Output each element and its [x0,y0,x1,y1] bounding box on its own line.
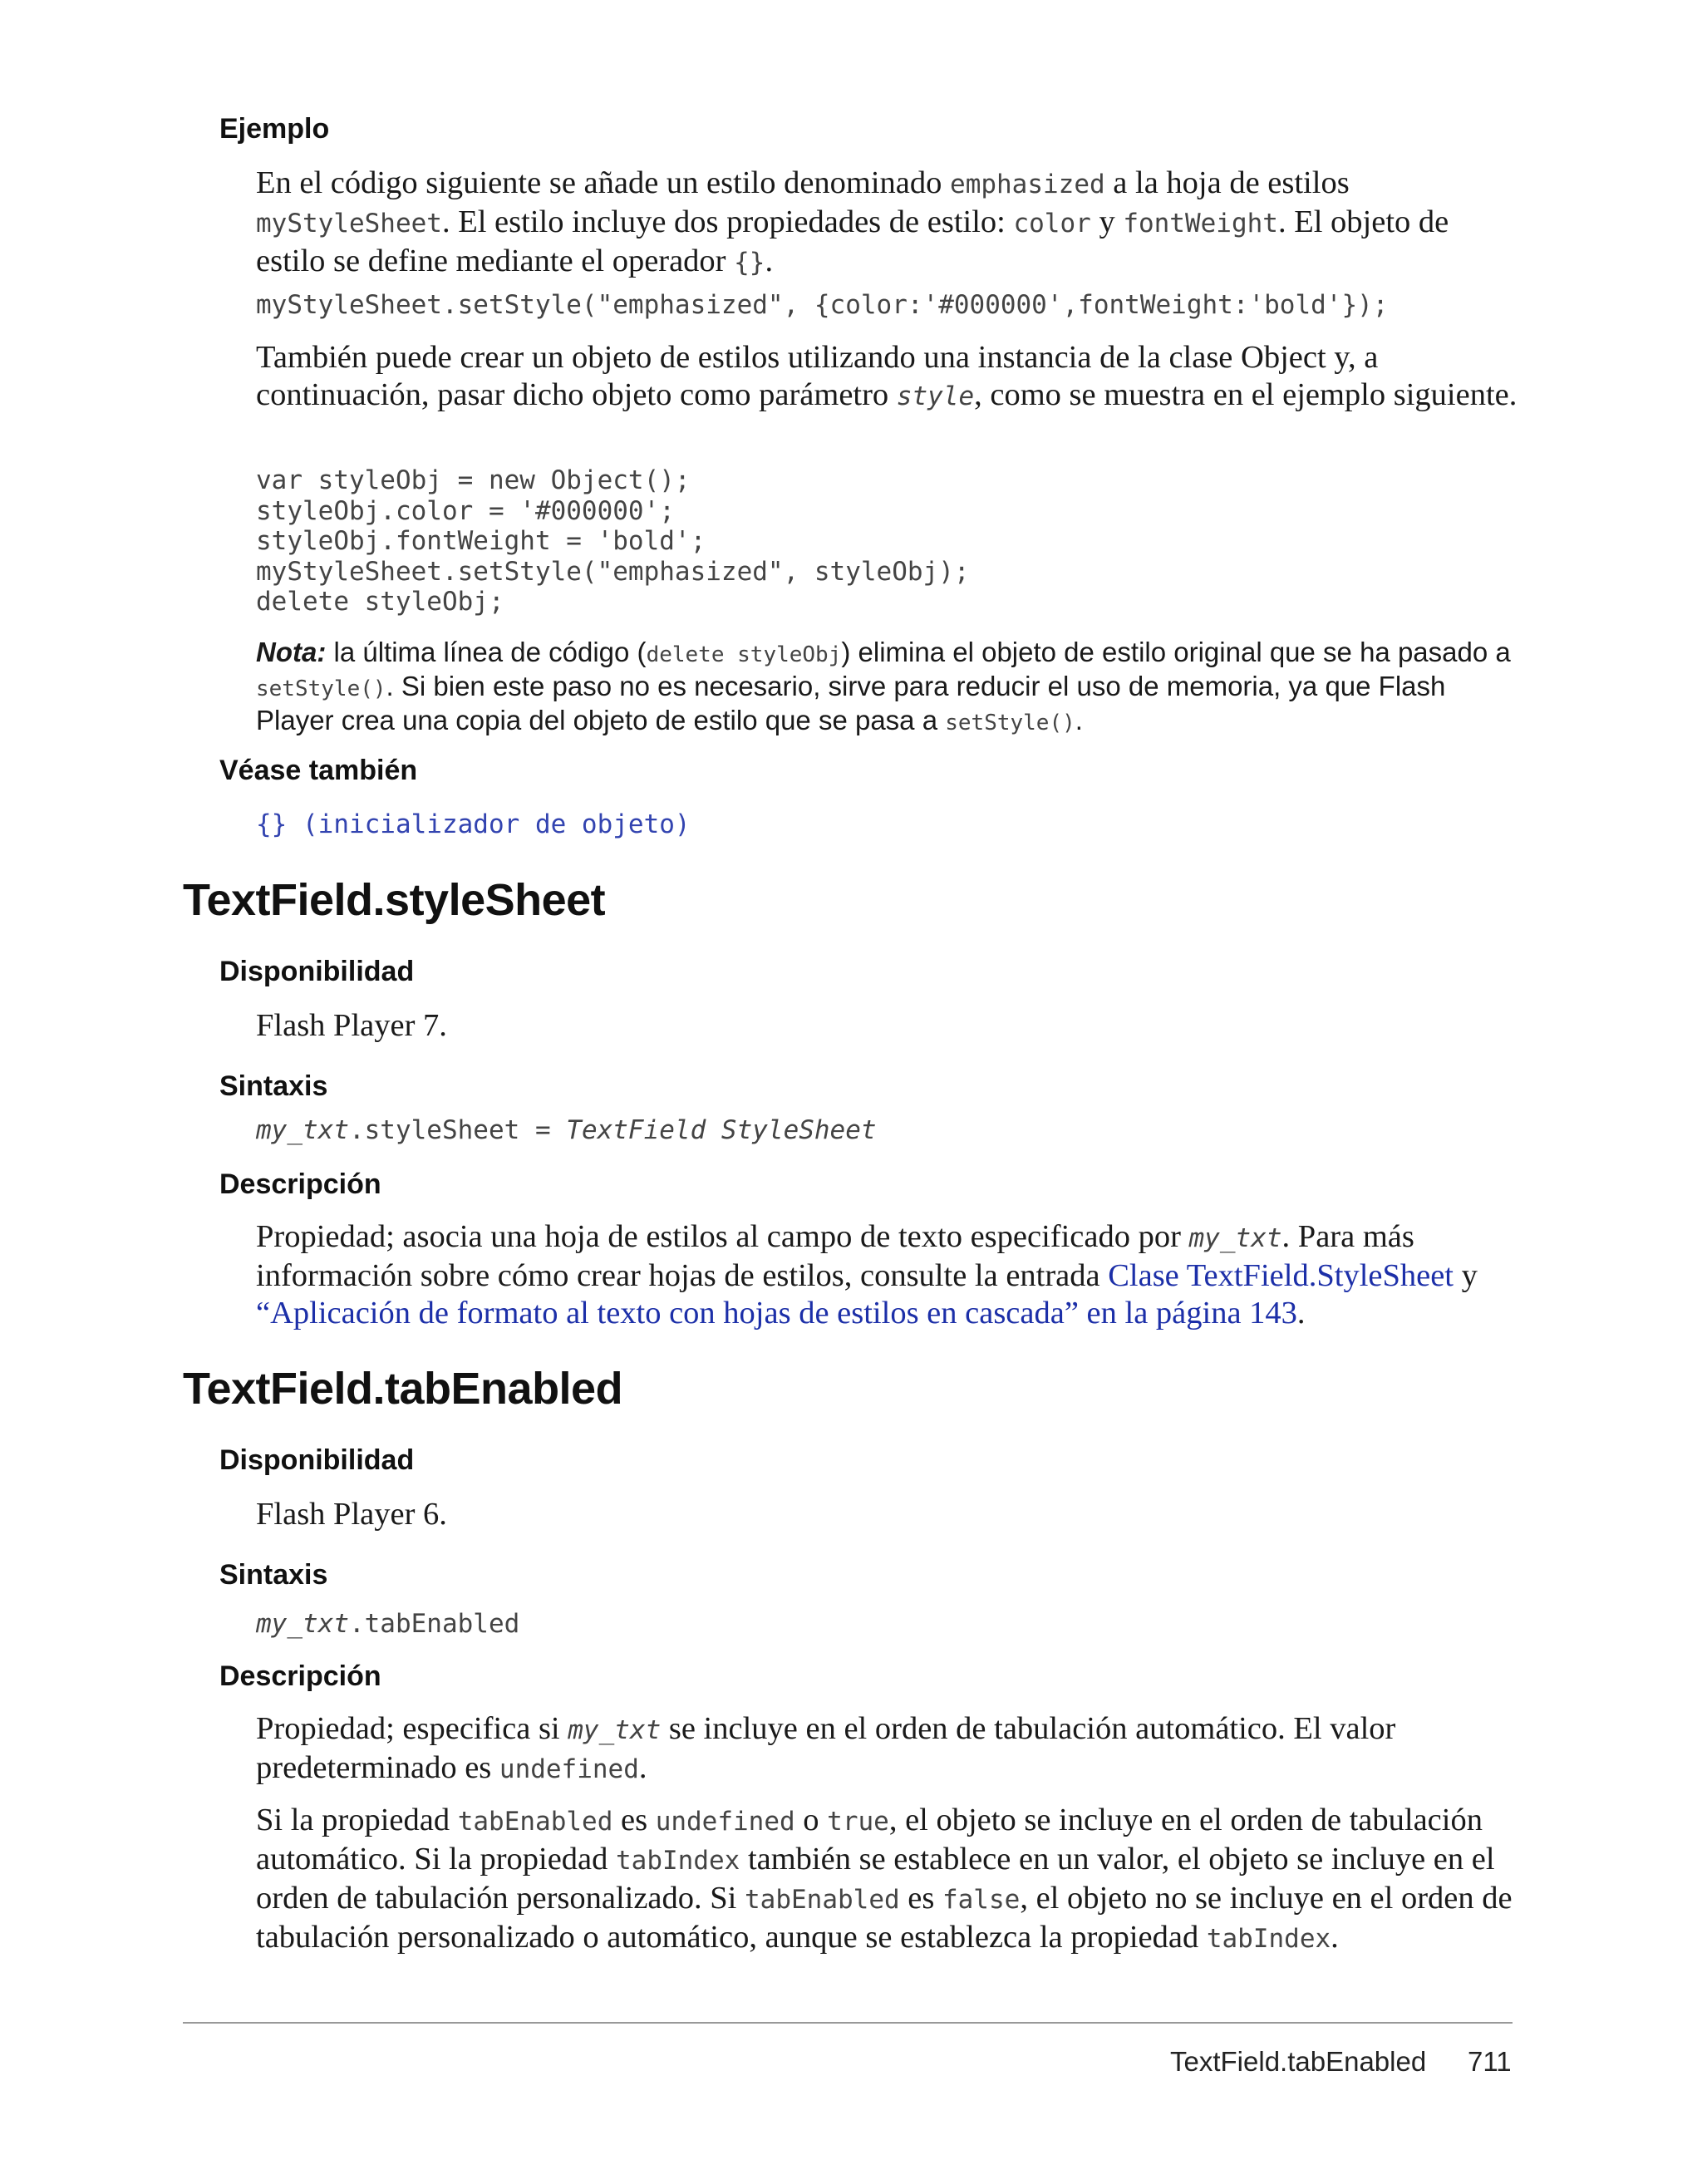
code-inline: color [1013,209,1091,239]
footer-running-title: TextField.tabEnabled [1170,2046,1427,2077]
code-block-1: myStyleSheet.setStyle("emphasized", {color:'#000000',fontWeight:'bold'}); [256,290,1389,320]
text: se incluye en el orden de tabulación automático. El valor predeterminado es [256,1711,1396,1785]
text: . [638,1750,647,1785]
code-inline: false [942,1885,1021,1915]
ejemplo-paragraph [256,165,1519,282]
object-initializer-link[interactable]: {} (inicializador de objeto) [256,809,691,839]
text: . [1296,1296,1306,1331]
text: Propiedad; especifica si [256,1711,568,1746]
syntax-heading: Sintaxis [219,1559,328,1591]
syntax-heading: Sintaxis [219,1070,328,1102]
code-inline: {} [734,248,765,278]
availability-heading: Disponibilidad [219,1444,415,1476]
code-inline: myStyleSheet [256,209,442,239]
text: a la hoja de estilos [1104,165,1350,200]
code-inline: .styleSheet = [348,1115,567,1145]
section-title-tabenabled: TextField.tabEnabled [183,1364,623,1414]
code-inline: emphasized [950,170,1105,199]
code-inline: tabEnabled [457,1807,613,1837]
object-paragraph [256,339,1519,416]
code-inline: delete styleObj [646,642,842,667]
text: . [765,243,774,278]
text: , como se muestra en el ejemplo siguiente. [974,377,1518,412]
page-number: 711 [1468,2046,1512,2077]
text: , el objeto no se incluye en el orden de tabulación personalizado o automático, aunque se establezca la propiedad [256,1881,1513,1955]
note [256,637,1519,739]
text: también se establece en un valor, el objeto se incluye en el orden de tabulación personalizado. Si [256,1842,1495,1916]
text: . El estilo incluye dos propiedades de estilo: [441,204,1014,239]
code-inline: fontWeight [1123,209,1278,239]
text: , el objeto se incluye en el orden de tabulación automático. Si la propiedad [256,1803,1483,1877]
description-paragraph-2 [256,1802,1519,1958]
code-inline: my_txt [568,1715,662,1745]
syntax-line [256,1110,1519,1149]
text: Si la propiedad [256,1803,458,1837]
note-label: Nota: [256,637,327,667]
text: ) elimina el objeto de estilo original que se ha pasado a [841,637,1511,667]
text: . El objeto de estilo se define mediante el operador [256,204,1449,278]
code-inline: style [896,381,975,411]
code-inline: tabIndex [616,1846,740,1876]
footer-rule [183,2022,1513,2024]
code-inline: tabIndex [1206,1924,1331,1954]
code-inline: tabEnabled [745,1885,900,1915]
code-inline: my_txt [256,1115,349,1145]
ejemplo-heading: Ejemplo [219,113,330,145]
text: También puede crear un objeto de estilos utilizando una instancia de la clase Object y, a continuación, pasar dicho objeto como parámetro [256,340,1379,412]
text: es [899,1881,942,1916]
code-inline: undefined [655,1807,795,1837]
description-heading: Descripción [219,1168,381,1200]
code-inline: my_txt [1188,1223,1282,1253]
text: . [1075,705,1083,735]
code-inline: true [827,1807,889,1837]
availability-heading: Disponibilidad [219,956,415,987]
stylesheet-class-link[interactable]: Clase TextField.StyleSheet [1108,1258,1454,1293]
availability-text: Flash Player 6. [256,1497,447,1532]
css-format-link[interactable]: “Aplicación de formato al texto con hojas de estilos en cascada” en la página 143 [256,1296,1297,1331]
code-inline: .tabEnabled [348,1609,520,1639]
code-inline: TextField StyleSheet [566,1115,877,1145]
text: o [794,1803,828,1837]
description-heading: Descripción [219,1660,381,1692]
text: y [1454,1258,1478,1293]
text: y [1090,204,1124,239]
text: la última línea de código ( [326,637,647,667]
description-paragraph [256,1218,1519,1332]
code-inline: my_txt [256,1609,349,1639]
code-inline: undefined [499,1754,639,1784]
code-inline: setStyle() [945,711,1075,735]
text: es [612,1803,656,1837]
code-block-2: var styleObj = new Object(); styleObj.color = '#000000'; styleObj.fontWeight = 'bold'; myStyleSheet.setStyle("emphasized", styleObj); delete styleObj; [256,465,970,617]
code-inline: setStyle() [256,676,386,701]
description-paragraph-1 [256,1710,1519,1788]
syntax-line [256,1604,1519,1643]
availability-text: Flash Player 7. [256,1008,447,1043]
text: . Para más información sobre cómo crear hojas de estilos, consulte la entrada [256,1219,1414,1293]
section-title-stylesheet: TextField.styleSheet [183,875,606,925]
text: En el código siguiente se añade un estilo denominado [256,165,951,200]
see-also-heading: Véase también [219,755,418,786]
text: . Si bien este paso no es necesario, sirve para reducir el uso de memoria, ya que Flash Player crea una copia del objeto de estilo que se pasa a [256,671,1446,735]
text: . [1331,1920,1339,1955]
text: Propiedad; asocia una hoja de estilos al campo de texto especificado por [256,1219,1189,1254]
